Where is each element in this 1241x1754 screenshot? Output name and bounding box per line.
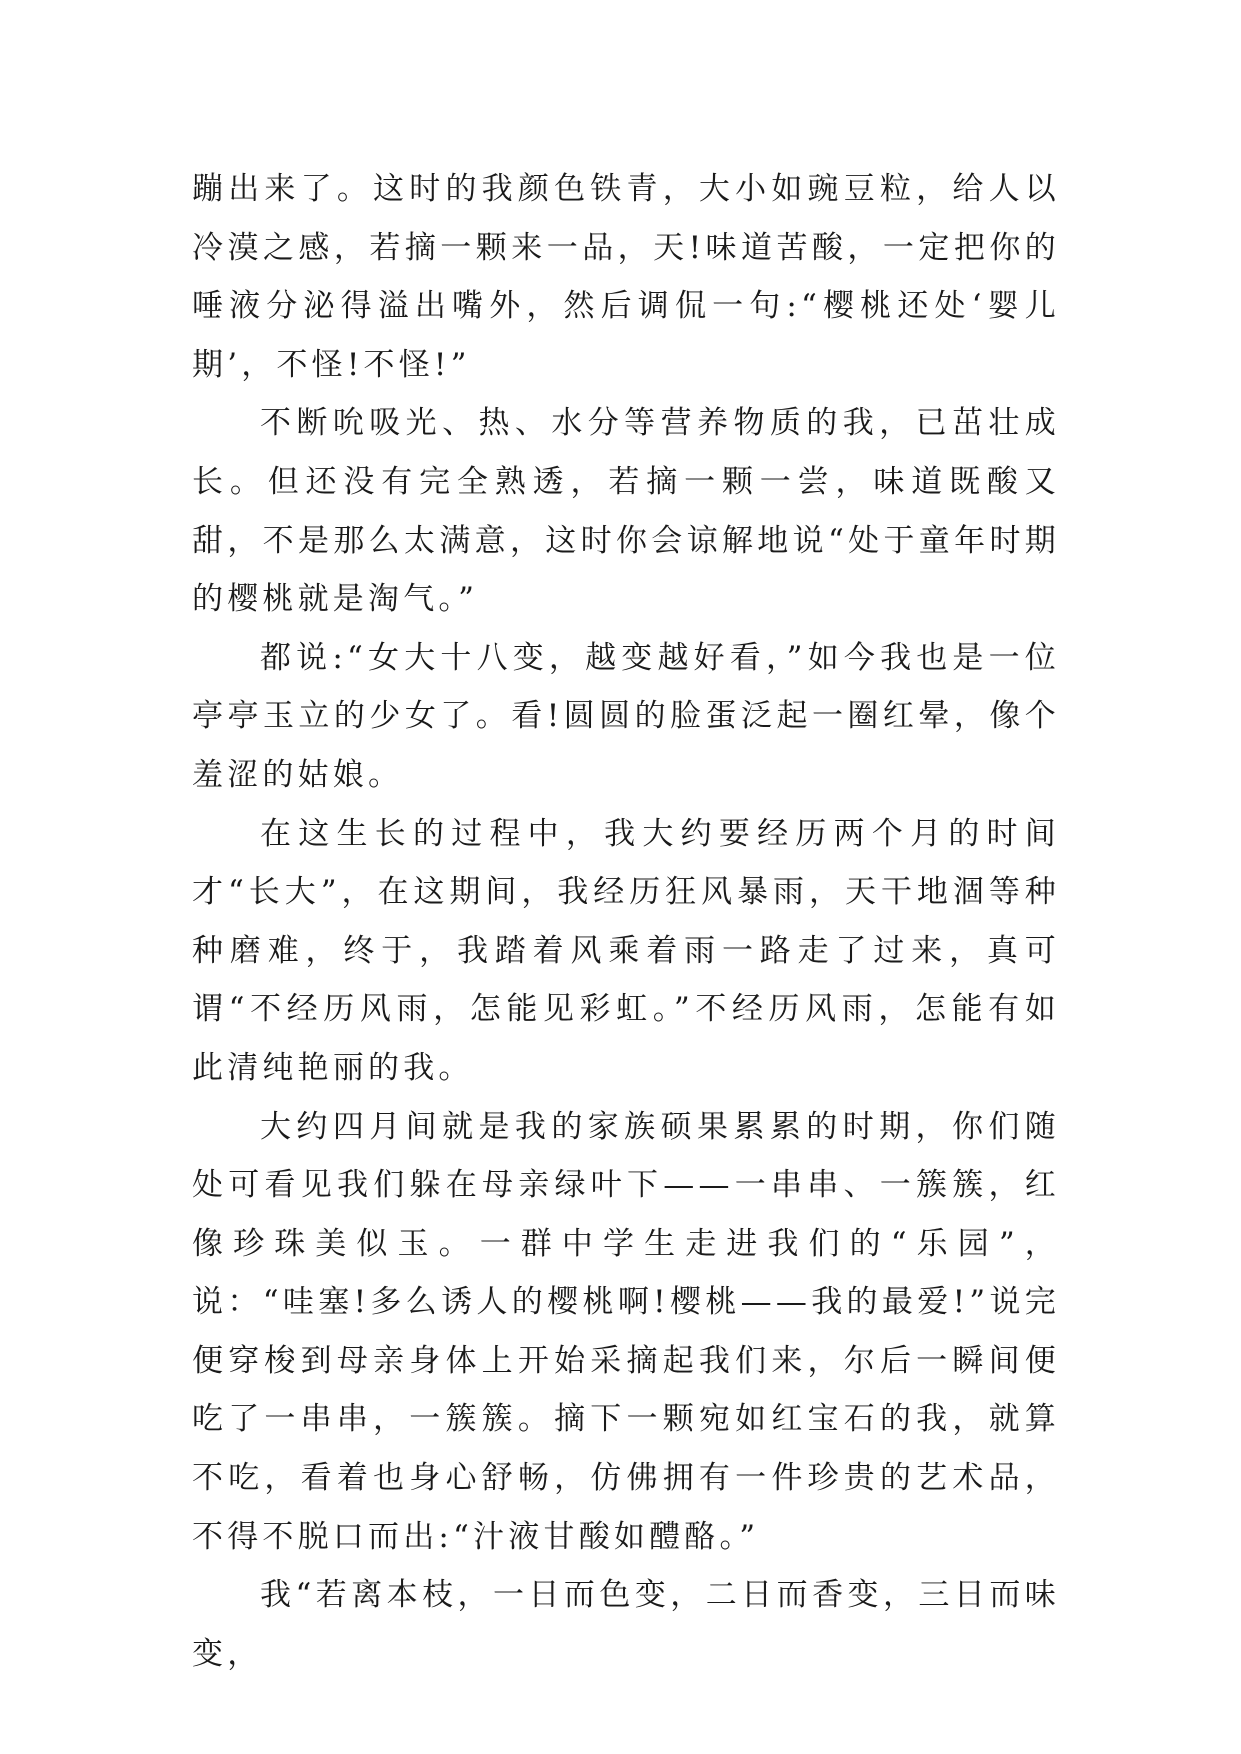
paragraph-2: 不断吮吸光、热、水分等营养物质的我，已茁壮成长。但还没有完全熟透，若摘一颗一尝，味道既酸又甜，不是那么太满意，这时你会谅解地说“处于童年时期的樱桃就是淘气。” [192, 405, 1060, 618]
paragraph-6: 我“若离本枝，一日而色变，二日而香变，三日而味变， [192, 1577, 1060, 1672]
paragraph-3: 都说:“女大十八变，越变越好看，”如今我也是一位亭亭玉立的少女了。看!圆圆的脸蛋泛起一圈红晕，像个羞涩的姑娘。 [192, 639, 1060, 793]
paragraph-4: 在这生长的过程中，我大约要经历两个月的时间才“长大”，在这期间，我经历狂风暴雨，天干地涸等种种磨难，终于，我踏着风乘着雨一路走了过来，真可谓“不经历风雨，怎能见彩虹。”不经历风雨，怎能有如此清纯艳丽的我。 [192, 815, 1060, 1086]
paragraph-5: 大约四月间就是我的家族硕果累累的时期，你们随处可看见我们躲在母亲绿叶下——一串串、一簇簇，红像珍珠美似玉。一群中学生走进我们的“乐园”，说：“哇塞!多么诱人的樱桃啊!樱桃——我的最爱!”说完便穿梭到母亲身体上开始采摘起我们来，尔后一瞬间便吃了一串串，一簇簇。摘下一颗宛如红宝石的我，就算不吃，看着也身心舒畅，仿佛拥有一件珍贵的艺术品，不得不脱口而出:“汁液甘酸如醴酪。” [192, 1108, 1060, 1555]
paragraph-1: 蹦出来了。这时的我颜色铁青，大小如豌豆粒，给人以冷漠之感，若摘一颗来一品，天!味道苦酸，一定把你的唾液分泌得溢出嘴外，然后调侃一句:“樱桃还处‘婴儿期’，不怪!不怪!” [192, 171, 1060, 383]
document-body [192, 160, 1060, 1683]
